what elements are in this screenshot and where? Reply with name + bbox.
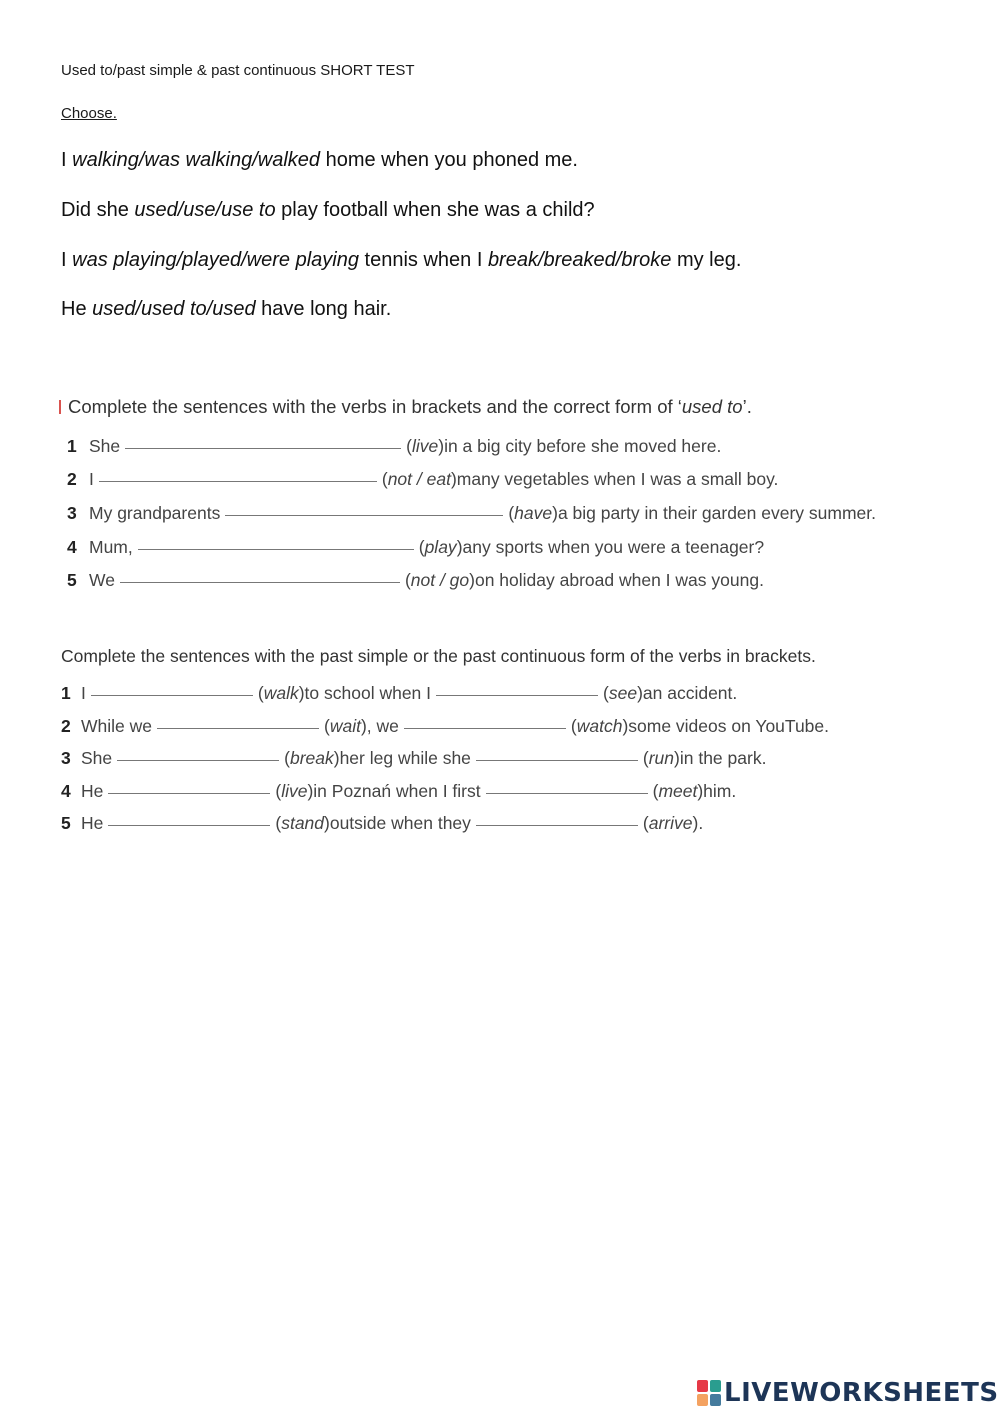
answer-blank[interactable] <box>108 792 270 794</box>
answer-blank[interactable] <box>108 824 270 826</box>
past-item-4: 4 He ( live ) in Poznań when I first ( meet ) him. <box>61 781 737 801</box>
used-to-item-2: 2 I ( not / eat ) many vegetables when I was a small boy. <box>67 469 779 489</box>
answer-blank[interactable] <box>99 480 377 482</box>
logo-square-3 <box>697 1394 708 1406</box>
used-to-instruction: Complete the sentences with the verbs in brackets and the correct form of ‘used to’. <box>68 396 752 417</box>
answer-blank[interactable] <box>404 727 566 729</box>
past-item-3: 3 She ( break ) her leg while she ( run ) in the park. <box>61 748 767 768</box>
answer-blank[interactable] <box>120 581 400 583</box>
answer-blank[interactable] <box>138 548 414 550</box>
liveworksheets-logo <box>697 1378 999 1408</box>
answer-blank[interactable] <box>436 694 598 696</box>
past-item-5: 5 He ( stand ) outside when they ( arrive ) . <box>61 813 704 833</box>
choose-instruction: Choose. <box>61 105 117 122</box>
answer-blank[interactable] <box>476 824 638 826</box>
logo-square-4 <box>710 1394 721 1406</box>
logo-text: LIVEWORKSHEETS <box>724 1378 999 1408</box>
used-to-item-5: 5 We ( not / go ) on holiday abroad when I was young. <box>67 570 764 590</box>
past-item-2: 2 While we ( wait ) , we ( watch ) some videos on YouTube. <box>61 716 830 736</box>
answer-blank[interactable] <box>157 727 319 729</box>
choose-sentence-4: He used/used to/used have long hair. <box>61 298 392 320</box>
choose-sentence-1: I walking/was walking/walked home when you phoned me. <box>61 149 578 171</box>
choose-sentence-3: I was playing/played/were playing tennis when I break/breaked/broke my leg. <box>61 249 742 271</box>
options-2[interactable]: used/use/use to <box>134 199 276 221</box>
options-3a[interactable]: was playing/played/were playing <box>72 249 359 271</box>
options-3b[interactable]: break/breaked/broke <box>487 249 672 271</box>
options-1[interactable]: walking/was walking/walked <box>72 149 321 171</box>
used-to-item-1: 1 She ( live ) in a big city before she moved here. <box>67 436 722 456</box>
past-item-1: 1 I ( walk ) to school when I ( see ) an accident. <box>61 683 738 703</box>
logo-square-1 <box>697 1380 708 1392</box>
worksheet-title: Used to/past simple & past continuous SHORT TEST <box>61 62 415 79</box>
section-marker <box>59 400 61 414</box>
logo-grid-icon <box>697 1380 721 1406</box>
answer-blank[interactable] <box>125 447 401 449</box>
answer-blank[interactable] <box>486 792 648 794</box>
options-4[interactable]: used/used to/used <box>92 298 256 320</box>
used-to-item-4: 4 Mum, ( play ) any sports when you were a teenager? <box>67 537 765 557</box>
past-tense-instruction: Complete the sentences with the past simple or the past continuous form of the verbs in brackets. <box>61 646 816 666</box>
answer-blank[interactable] <box>225 514 503 516</box>
logo-square-2 <box>710 1380 721 1392</box>
answer-blank[interactable] <box>91 694 253 696</box>
answer-blank[interactable] <box>117 759 279 761</box>
used-to-item-3: 3 My grandparents ( have ) a big party in their garden every summer. <box>67 503 877 523</box>
choose-sentence-2: Did she used/use/use to play football when she was a child? <box>61 199 595 221</box>
answer-blank[interactable] <box>476 759 638 761</box>
